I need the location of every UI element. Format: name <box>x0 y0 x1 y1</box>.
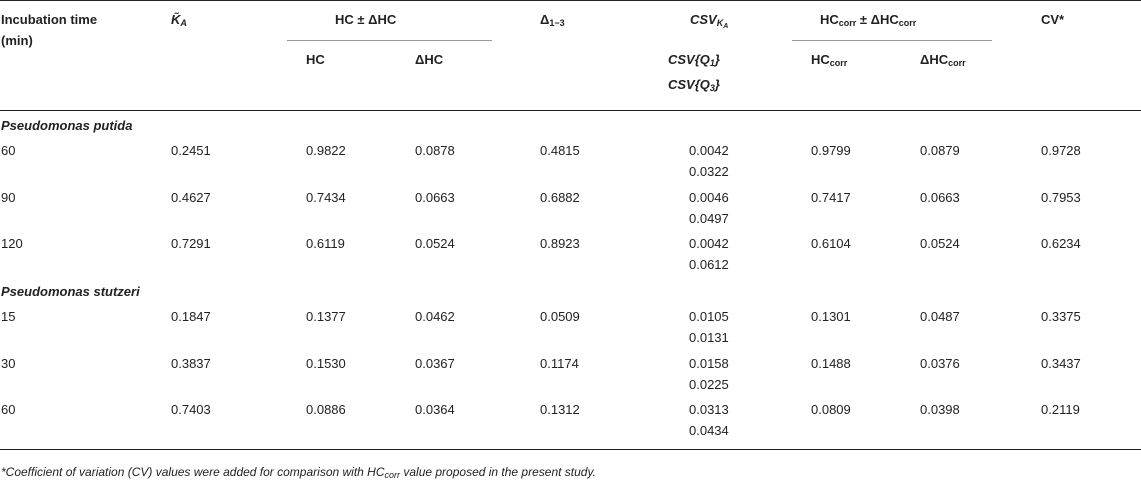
cell-delta: 0.1174 <box>540 356 579 371</box>
cell-dhccorr: 0.0879 <box>920 143 960 158</box>
cell-cv: 0.3437 <box>1041 356 1081 371</box>
cell-delta: 0.0509 <box>540 309 580 324</box>
header-ka: $K̃_A$ <box>171 12 187 28</box>
table-footnote: *Coefficient of variation (CV) values were added for comparison with $HC_{corr}$ value proposed in the present study. <box>1 465 596 480</box>
section-title: Pseudomonas putida <box>1 118 133 133</box>
cell-hccorr: 0.6104 <box>811 236 851 251</box>
cell-time: 15 <box>1 309 16 324</box>
cell-dhc: 0.0663 <box>415 190 455 205</box>
cell-hc: 0.7434 <box>306 190 346 205</box>
cell-hc: 0.0886 <box>306 402 346 417</box>
cell-dhc: 0.0367 <box>415 356 455 371</box>
cell-dhc: 0.0462 <box>415 309 455 324</box>
table-bottom-rule <box>0 449 1141 450</box>
cell-cv: 0.9728 <box>1041 143 1081 158</box>
header-incubation-time: Incubation time (min) <box>1 12 98 48</box>
header-csv-quartiles: $CSV\{Q_1\}$ $CSV\{Q_3\}$ <box>668 52 720 93</box>
cell-time: 120 <box>1 236 23 251</box>
cell-csv: 0.0046 0.0497 <box>689 190 729 226</box>
header-hccorr: $HC_{corr}$ <box>811 52 848 68</box>
header-hccorr-group: $HC_{corr} \pm \Delta HC_{corr}$ <box>820 12 917 28</box>
cell-cv: 0.6234 <box>1041 236 1081 251</box>
cell-hc: 0.1530 <box>306 356 346 371</box>
hc-group-rule <box>287 40 492 41</box>
cell-time: 90 <box>1 190 16 205</box>
cell-csv: 0.0042 0.0322 <box>689 143 729 179</box>
header-hc-group: HC ± ΔHC <box>335 12 397 27</box>
cell-dhccorr: 0.0487 <box>920 309 960 324</box>
header-delta: $\Delta_{1-3}$ <box>540 12 565 28</box>
cell-ka: 0.1847 <box>171 309 211 324</box>
cell-hccorr: 0.1301 <box>811 309 851 324</box>
cell-csv: 0.0105 0.0131 <box>689 309 729 345</box>
cell-ka: 0.2451 <box>171 143 211 158</box>
hccorr-group-rule <box>792 40 992 41</box>
cell-hc: 0.9822 <box>306 143 346 158</box>
section-title: Pseudomonas stutzeri <box>1 284 140 299</box>
table-top-rule <box>0 0 1141 1</box>
header-csv: $CSV_{K_A}$ <box>690 12 729 30</box>
cell-hccorr: 0.0809 <box>811 402 851 417</box>
cell-hccorr: 0.1488 <box>811 356 851 371</box>
cell-hccorr: 0.7417 <box>811 190 851 205</box>
cell-delta: 0.6882 <box>540 190 580 205</box>
cell-ka: 0.7403 <box>171 402 211 417</box>
cell-cv: 0.3375 <box>1041 309 1081 324</box>
cell-hc: 0.1377 <box>306 309 346 324</box>
cell-dhccorr: 0.0398 <box>920 402 960 417</box>
cell-cv: 0.7953 <box>1041 190 1081 205</box>
cell-dhc: 0.0364 <box>415 402 455 417</box>
cell-dhccorr: 0.0376 <box>920 356 960 371</box>
cell-hccorr: 0.9799 <box>811 143 851 158</box>
cell-delta: 0.8923 <box>540 236 580 251</box>
cell-time: 60 <box>1 143 16 158</box>
cell-ka: 0.3837 <box>171 356 211 371</box>
header-dhccorr: $\Delta HC_{corr}$ <box>920 52 966 68</box>
cell-ka: 0.4627 <box>171 190 211 205</box>
cell-time: 60 <box>1 402 16 417</box>
cell-ka: 0.7291 <box>171 236 211 251</box>
header-bottom-rule <box>0 110 1141 111</box>
cell-hc: 0.6119 <box>306 236 345 251</box>
cell-delta: 0.4815 <box>540 143 580 158</box>
header-dhc: ΔHC <box>415 52 444 67</box>
cell-time: 30 <box>1 356 16 371</box>
cell-csv: 0.0158 0.0225 <box>689 356 729 392</box>
cell-cv: 0.2119 <box>1041 402 1080 417</box>
cell-dhccorr: 0.0663 <box>920 190 960 205</box>
cell-dhc: 0.0524 <box>415 236 455 251</box>
header-cv: CV* <box>1041 12 1065 27</box>
cell-dhccorr: 0.0524 <box>920 236 960 251</box>
cell-dhc: 0.0878 <box>415 143 455 158</box>
cell-csv: 0.0042 0.0612 <box>689 236 729 272</box>
header-hc: HC <box>306 52 325 67</box>
cell-delta: 0.1312 <box>540 402 580 417</box>
cell-csv: 0.0313 0.0434 <box>689 402 729 438</box>
